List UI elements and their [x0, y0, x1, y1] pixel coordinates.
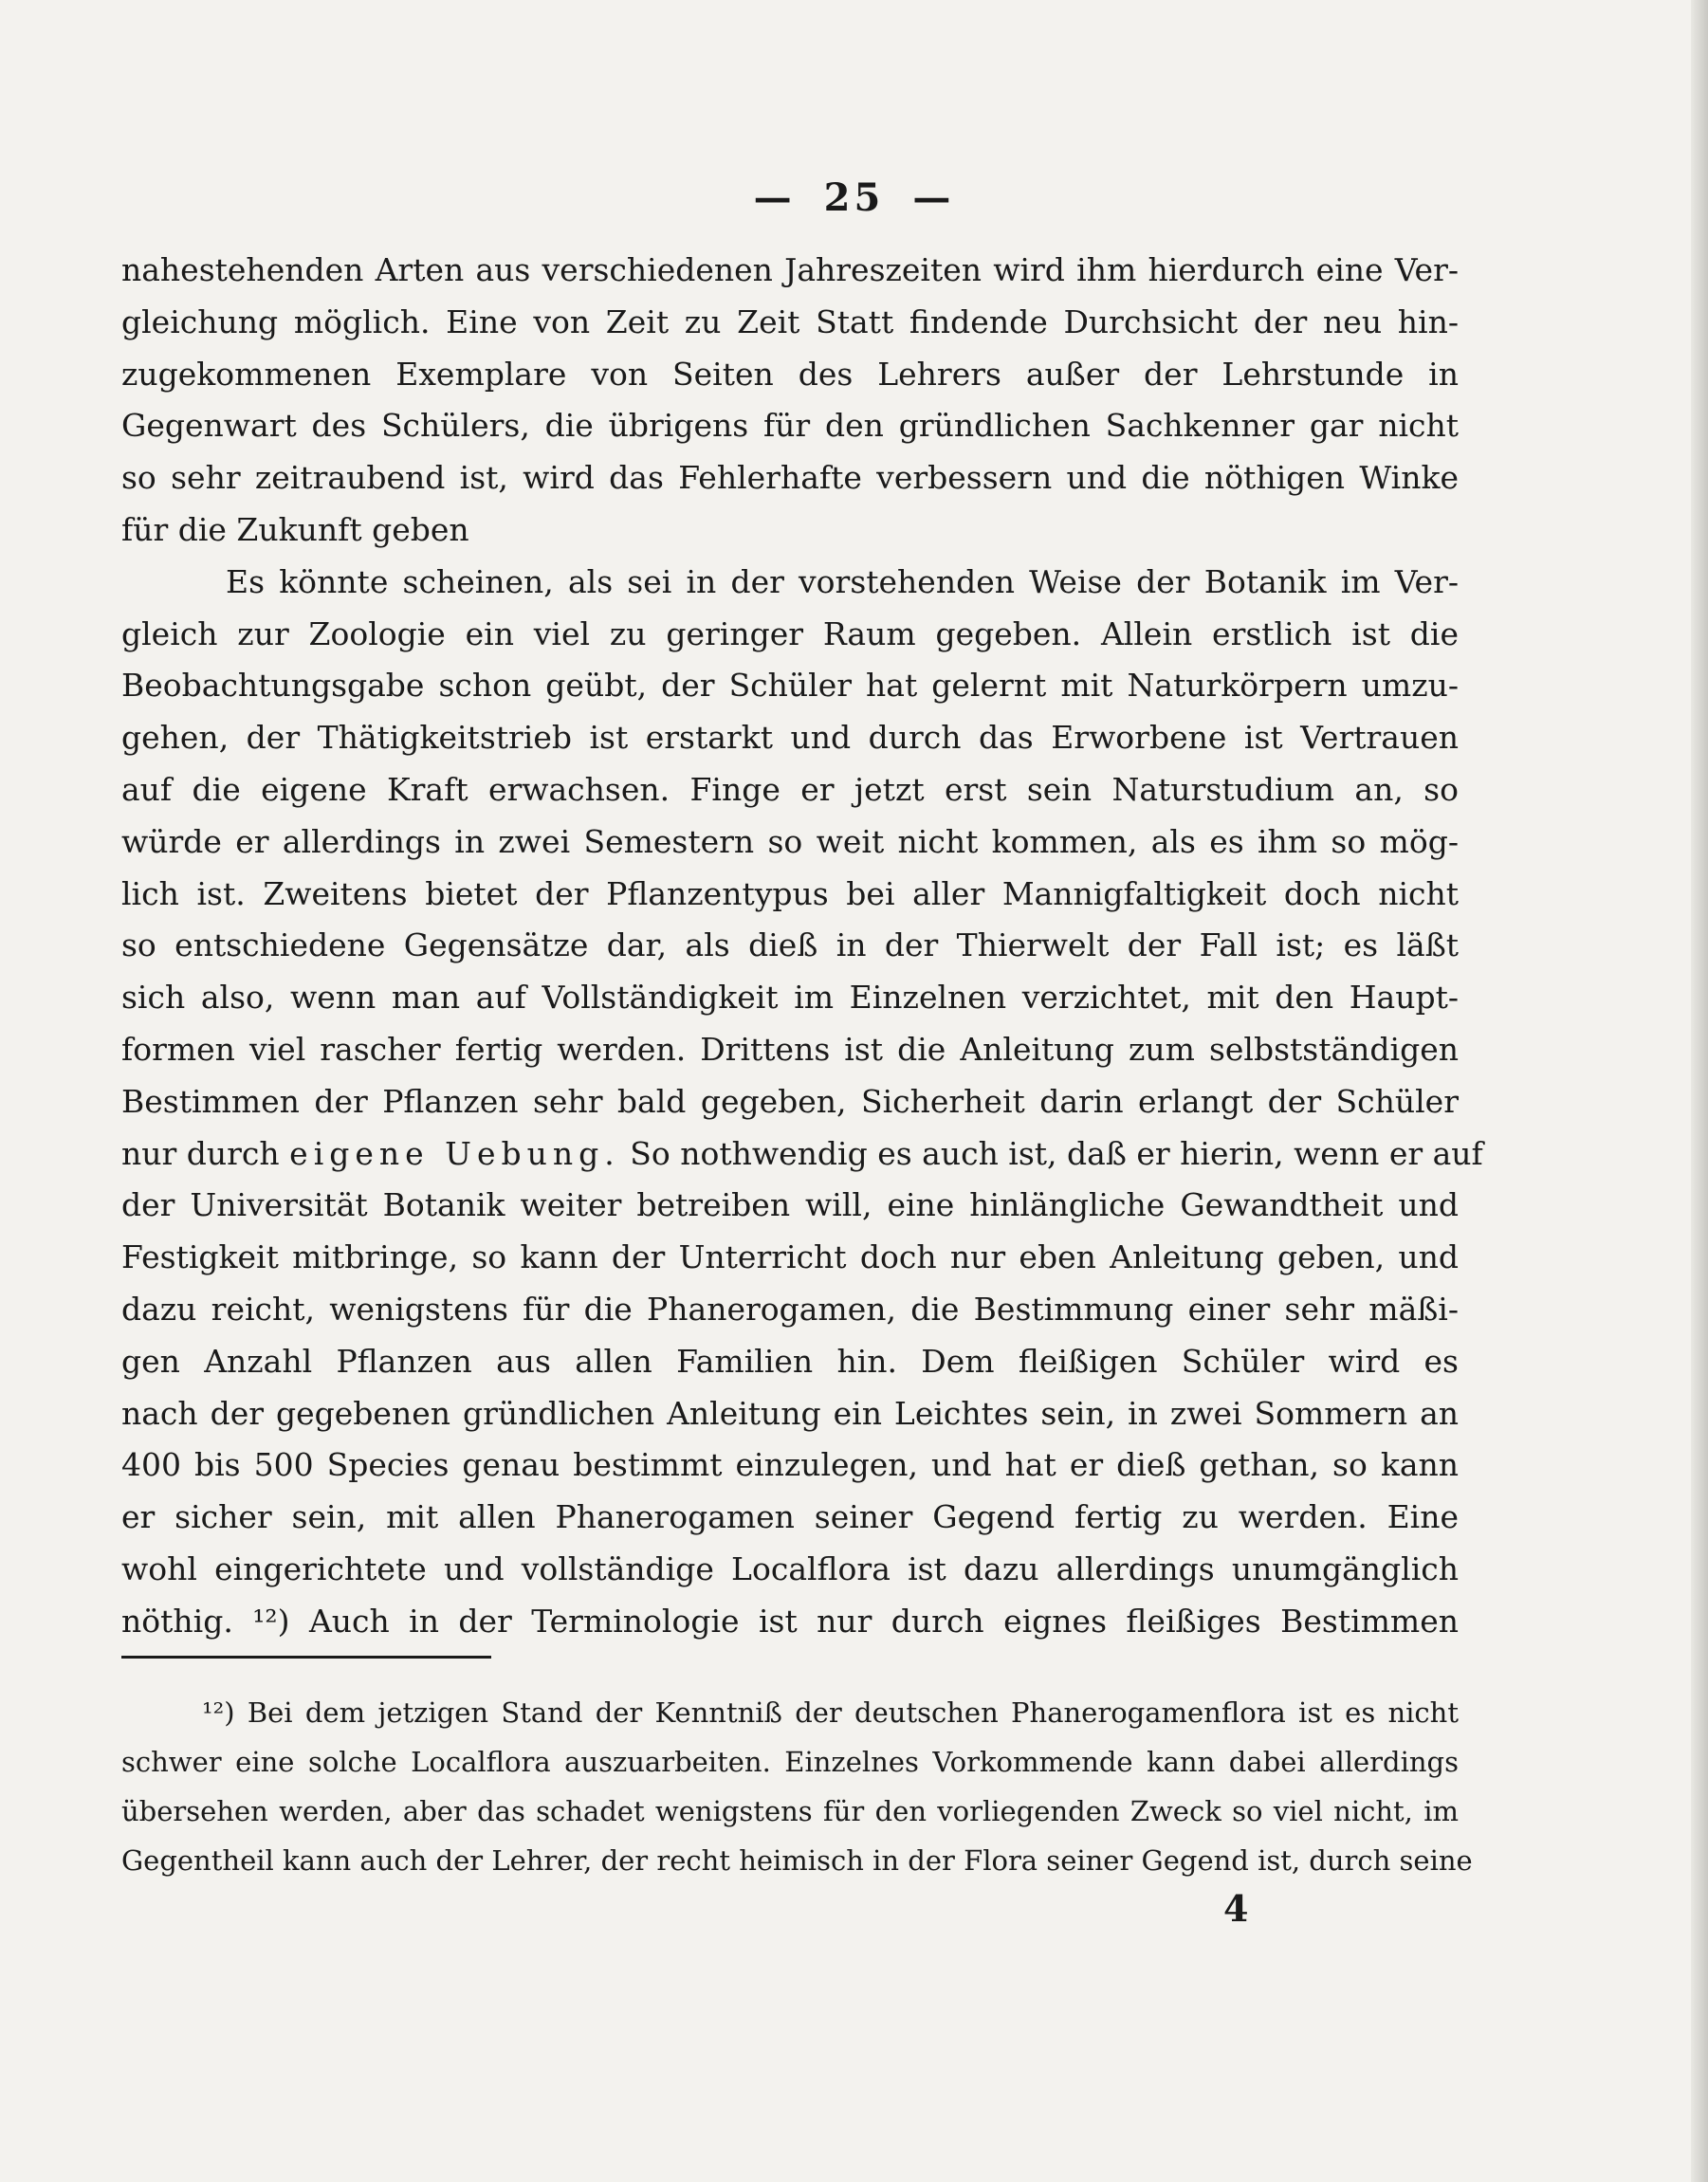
text-line: zugekommenen Exemplare von Seiten des Lehrers außer der Lehrstunde in	[121, 355, 1459, 393]
text-line: gen Anzahl Pflanzen aus allen Familien hin. Dem fleißigen Schüler wird es	[121, 1342, 1459, 1380]
text-line: er sicher sein, mit allen Phanerogamen seiner Gegend fertig zu werden. Eine	[121, 1498, 1459, 1536]
page-edge	[1691, 0, 1708, 2182]
text-line: gehen, der Thätigkeitstrieb ist erstarkt und durch das Erworbene ist Vertrauen	[121, 719, 1459, 757]
footnote-divider	[121, 1656, 491, 1659]
page-number: 25	[823, 175, 885, 220]
text-line: lich ist. Zweitens bietet der Pflanzentypus bei aller Mannigfaltigkeit doch nicht	[121, 874, 1459, 912]
header-dash-right: —	[912, 175, 955, 220]
text-line: so entschiedene Gegensätze dar, als dieß in der Thierwelt der Fall ist; es läßt	[121, 926, 1459, 964]
text-line: würde er allerdings in zwei Semestern so weit nicht kommen, als es ihm so mög-	[121, 822, 1459, 860]
text-line: nach der gegebenen gründlichen Anleitung ein Leichtes sein, in zwei Sommern an	[121, 1394, 1459, 1432]
footnote-line: schwer eine solche Localflora auszuarbeiten. Einzelnes Vorkommende kann dabei allerdings	[121, 1746, 1459, 1778]
page-header	[0, 175, 1708, 220]
footnote-line: Gegentheil kann auch der Lehrer, der recht heimisch in der Flora seiner Gegend ist, durch seine	[121, 1844, 1473, 1877]
text-line: gleichung möglich. Eine von Zeit zu Zeit Statt findende Durchsicht der neu hin-	[121, 303, 1459, 340]
text-line: so sehr zeitraubend ist, wird das Fehlerhafte verbessern und die nöthigen Winke	[121, 459, 1459, 497]
text-line: nöthig. ¹²) Auch in der Terminologie ist nur durch eignes fleißiges Bestimmen	[121, 1602, 1459, 1640]
emphasized-text: eigene Uebung.	[289, 1134, 620, 1172]
text-line: 400 bis 500 Species genau bestimmt einzulegen, und hat er dieß gethan, so kann	[121, 1446, 1459, 1484]
header-dash-left: —	[753, 175, 796, 220]
text-line: wohl eingerichtete und vollständige Localflora ist dazu allerdings unumgänglich	[121, 1549, 1459, 1587]
paragraph-start: Es könnte scheinen, als sei in der vorstehenden Weise der Botanik im Ver-	[226, 562, 1459, 600]
text-line: gleich zur Zoologie ein viel zu geringer Raum gegeben. Allein erstlich ist die	[121, 614, 1459, 652]
text-fragment: So nothwendig es auch ist, daß er hierin, wenn er auf	[630, 1134, 1483, 1172]
text-line: sich also, wenn man auf Vollständigkeit im Einzelnen verzichtet, mit den Haupt-	[121, 979, 1459, 1017]
text-line: formen viel rascher fertig werden. Drittens ist die Anleitung zum selbstständigen	[121, 1030, 1459, 1068]
footnote-line: übersehen werden, aber das schadet wenigstens für den vorliegenden Zweck so viel nicht, im	[121, 1795, 1459, 1827]
text-line: dazu reicht, wenigstens für die Phanerogamen, die Bestimmung einer sehr mäßi-	[121, 1290, 1459, 1328]
text-line: der Universität Botanik weiter betreiben will, eine hinlängliche Gewandtheit und	[121, 1186, 1459, 1224]
text-line: Festigkeit mitbringe, so kann der Unterricht doch nur eben Anleitung geben, und	[121, 1238, 1459, 1276]
text-line: auf die eigene Kraft erwachsen. Finge er jetzt erst sein Naturstudium an, so	[121, 770, 1459, 808]
text-line: Gegenwart des Schülers, die übrigens für den gründlichen Sachkenner gar nicht	[121, 407, 1459, 445]
footnote-block	[121, 1688, 1473, 1885]
text-line: Beobachtungsgabe schon geübt, der Schüler hat gelernt mit Naturkörpern umzu-	[121, 667, 1459, 705]
text-line: nahestehenden Arten aus verschiedenen Jahreszeiten wird ihm hierdurch eine Ver-	[121, 251, 1459, 288]
signature-mark: 4	[1223, 1887, 1249, 1930]
body-text	[121, 245, 1483, 1648]
text-line: Bestimmen der Pflanzen sehr bald gegeben, Sicherheit darin erlangt der Schüler	[121, 1082, 1459, 1120]
text-line-emphasis	[121, 1128, 1483, 1181]
text-fragment: nur durch	[121, 1134, 280, 1172]
text-line: für die Zukunft geben	[121, 510, 469, 548]
footnote-line: ¹²) Bei dem jetzigen Stand der Kenntniß der deutschen Phanerogamenflora ist es nicht	[202, 1696, 1459, 1729]
